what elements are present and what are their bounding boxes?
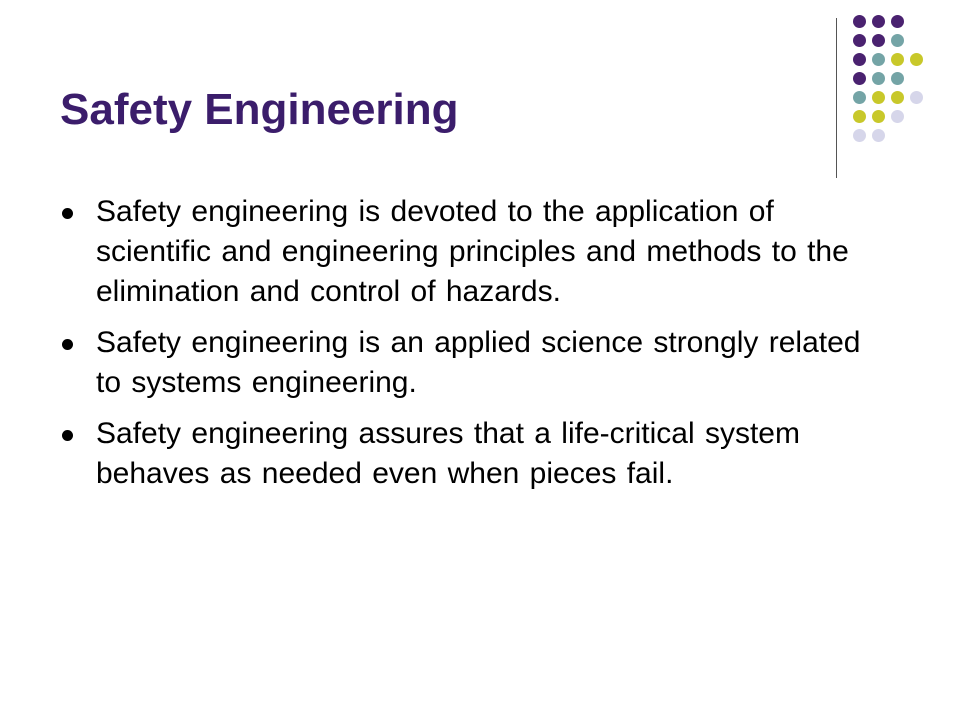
bullet-dot-icon — [62, 430, 73, 441]
decorative-dot-purple — [853, 15, 866, 28]
bullet-dot-icon — [62, 208, 73, 219]
decorative-dot-olive — [872, 91, 885, 104]
decorative-dot-purple — [872, 34, 885, 47]
decorative-dot-lavender — [853, 129, 866, 142]
decorative-dot-purple — [872, 15, 885, 28]
decorative-dot-olive — [891, 53, 904, 66]
bullet-item — [62, 414, 882, 494]
bullet-text: Safety engineering is an applied science strongly related to systems engineering. — [96, 326, 861, 399]
title-divider-line — [836, 18, 837, 178]
decorative-dot-teal — [872, 72, 885, 85]
decorative-dot-olive — [853, 110, 866, 123]
decorative-dot-olive — [891, 91, 904, 104]
decorative-dot-lavender — [910, 91, 923, 104]
decorative-dot-olive — [910, 53, 923, 66]
decorative-dot-purple — [853, 53, 866, 66]
bullet-item — [62, 192, 882, 312]
bullet-dot-icon — [62, 339, 73, 350]
decorative-dot-purple — [853, 34, 866, 47]
decorative-dot-lavender — [891, 110, 904, 123]
bullet-text: Safety engineering is devoted to the application of scientific and engineering principles and methods to the elimination and control of hazards. — [96, 195, 849, 308]
decorative-dot-teal — [853, 91, 866, 104]
bullet-text: Safety engineering assures that a life-critical system behaves as needed even when pieces fail. — [96, 417, 800, 490]
decorative-dot-teal — [872, 53, 885, 66]
decorative-dot-olive — [872, 110, 885, 123]
slide-title: Safety Engineering — [60, 85, 459, 134]
decorative-dot-purple — [853, 72, 866, 85]
decorative-dot-teal — [891, 34, 904, 47]
decorative-dot-purple — [891, 15, 904, 28]
bullet-list — [62, 192, 882, 505]
decorative-dot-lavender — [872, 129, 885, 142]
decorative-dot-teal — [891, 72, 904, 85]
bullet-item — [62, 323, 882, 403]
